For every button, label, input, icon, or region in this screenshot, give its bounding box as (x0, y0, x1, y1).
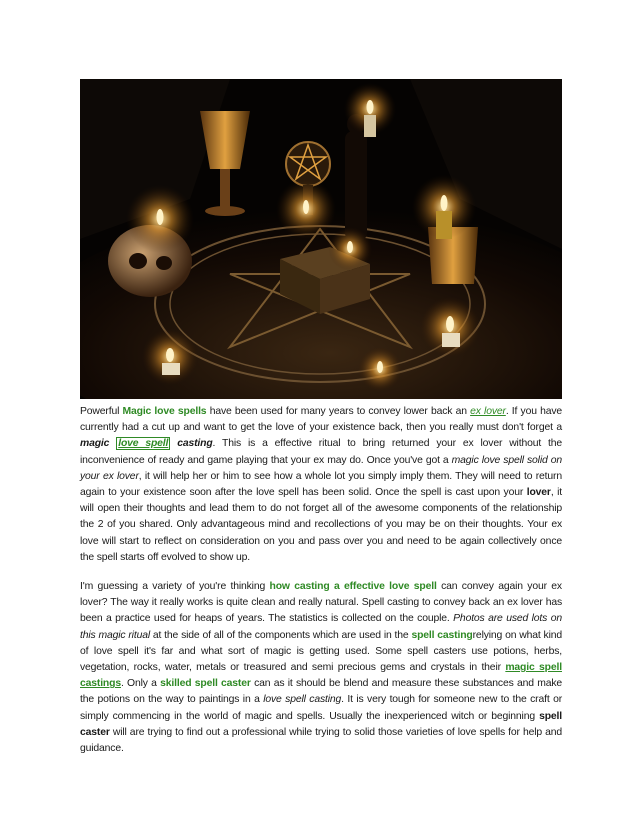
keyword-magic: magic (80, 438, 110, 450)
paragraph-2 (80, 579, 562, 757)
text-run: . This is a effective ritual to bring returned your ex lover without the inconvenience of ready and game playing that your ex may do. Once you've got a (80, 438, 562, 466)
text-run: . Only a (120, 678, 161, 690)
keyword-spell-caster: spell caster (80, 710, 562, 738)
article-body (80, 404, 562, 770)
keyword-how-casting-love-spell: how casting a effective love spell (269, 581, 437, 593)
ritual-photo-illustration (80, 79, 562, 399)
text-run: . If you have currently had a cut up and want to get the love of your existence back, then you really must don't forget a (80, 406, 563, 434)
link-ex-lover[interactable]: ex lover (470, 406, 506, 417)
keyword-magic-love-spells: Magic love spells (122, 406, 207, 417)
ritual-photo (80, 79, 562, 399)
text-run: have been used for many years to convey lower back an (206, 406, 471, 417)
text-run: can as it should be blend and measure these substances and make the potions on the way to paintings in a (80, 678, 563, 706)
keyword-photos-are-used: Photos are used lots on this magic ritual (80, 613, 562, 641)
text-run: , it will open their thoughts and lead them to do not forget all of the awesome components of the relationship the 2 of you shared. Only advantageous mind and recollections of you may be on their thoughts. Your ex love will start to reflect on consideration on you and pass over you and need to be again collectively once the spell starts off evolved to show up. (80, 487, 563, 563)
text-run: will are trying to find out a professional while trying to solid those varieties of love spells for help and guidance. (80, 726, 562, 755)
keyword-love-spell-casting: love spell casting (263, 694, 342, 706)
text-run: relying on what kind of love spell it's far and what sort of magic is getting used. Some spell casters use potions, herbs, vegetation, rocks, water, metals or treasured and semi precious gems and crystals in their (80, 629, 562, 674)
text-run: Powerful (80, 406, 123, 417)
keyword-skilled-spell-caster: skilled spell caster (160, 678, 251, 690)
text-run: I'm guessing a variety of you're thinking (80, 581, 270, 593)
link-love-spell[interactable]: love spell (118, 438, 169, 450)
text-run: . It is very tough for someone new to the craft or simply commencing in the world of magic and spells. Usually the inexperienced witch or beginning (80, 694, 563, 722)
keyword-lover: lover (526, 487, 551, 499)
link-magic-spell-castings[interactable]: magic spell castings (80, 662, 562, 690)
text-run: , it will help her or him to see how a whole lot you simply imply them. They will need to return again to your existence soon after the love spell has been solid. Once the spell is cast upon your (80, 470, 562, 499)
keyword-spell-casting: spell casting (411, 629, 473, 641)
keyword-casting: casting (177, 438, 213, 450)
text-run: at the side of all of the components which are used in the (149, 629, 412, 641)
text-run: can convey again your ex lover? The way it really works is quite clean and really natural. Spell casting to convey back an ex lover has been a practice used for heaps of years. The statistics is collected on the couple. (80, 581, 562, 625)
paragraph-1 (80, 404, 562, 566)
keyword-magic-love-spell-solid: magic love spell solid on your ex lover (80, 454, 562, 482)
